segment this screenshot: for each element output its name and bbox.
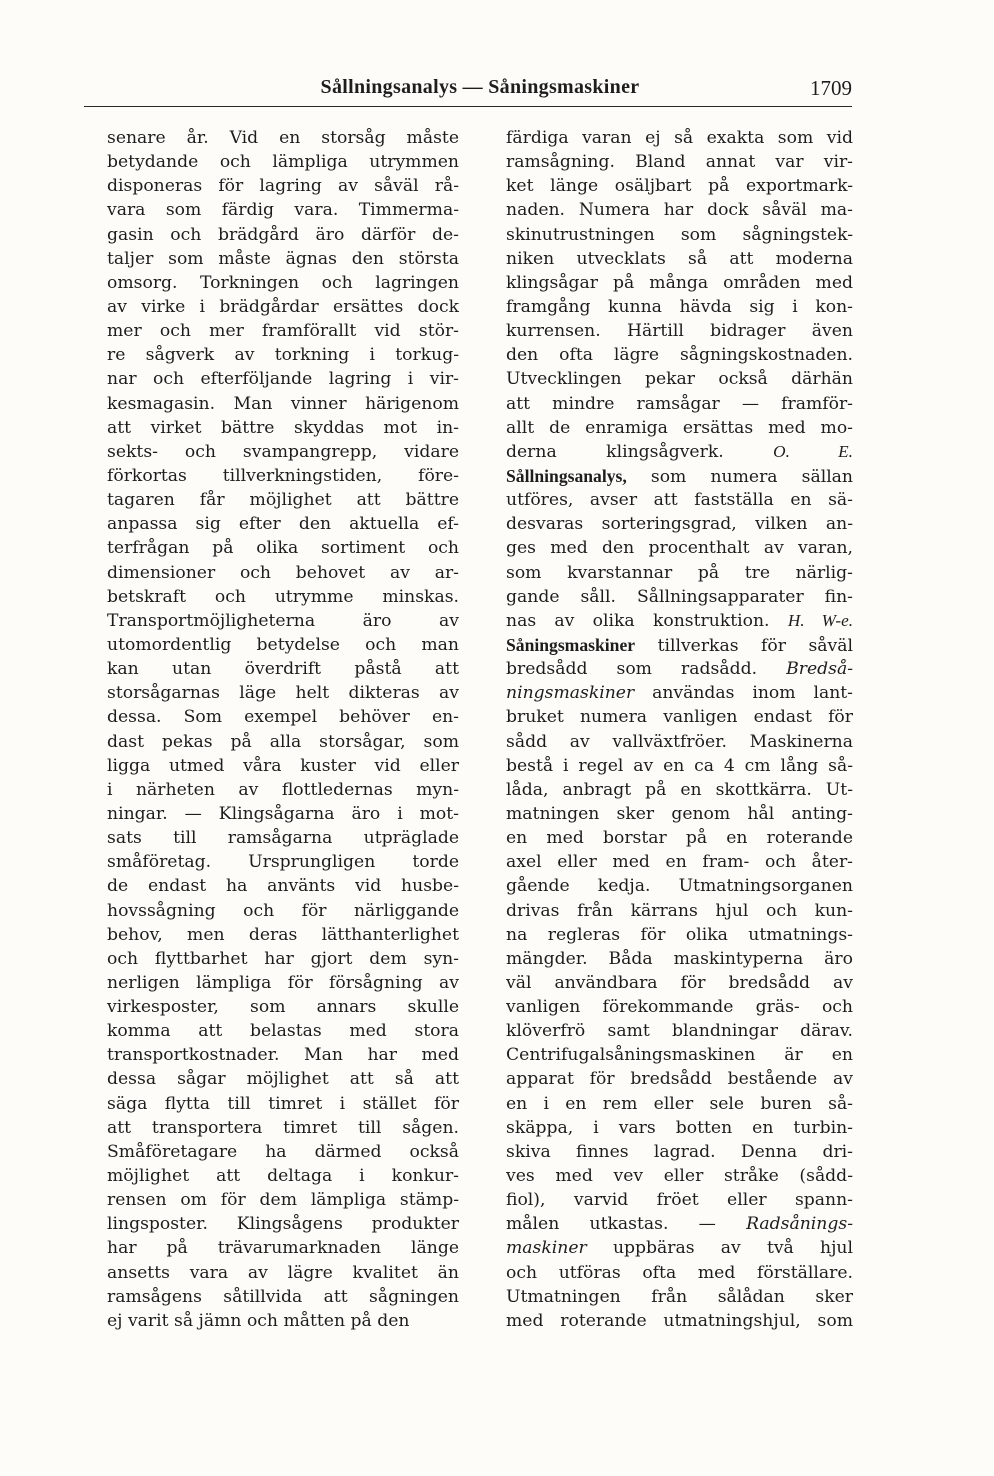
text-line-body: målen utkastas. — <box>506 1214 716 1235</box>
text-line: i närheten av flottledernas myn- <box>107 779 459 800</box>
text-line: bruket numera vanligen endast för <box>506 707 853 728</box>
text-line: skäppa, i vars botten en turbin- <box>506 1117 853 1138</box>
entry-headword: Såningsmaskiner <box>506 634 636 655</box>
author-signature: O. E. <box>773 441 853 461</box>
italic-term: Radsånings- <box>746 1214 853 1235</box>
italic-term: maskiner <box>506 1238 587 1259</box>
text-line: ansetts vara av lägre kvalitet än <box>107 1262 459 1283</box>
text-line: Transportmöjligheterna äro av <box>107 610 459 631</box>
text-line: kesmagasin. Man vinner härigenom <box>107 393 459 414</box>
text-line: omsorg. Torkningen och lagringen <box>107 272 459 293</box>
text-line: ves med vev eller stråke (sådd- <box>506 1166 853 1187</box>
text-line: niken utvecklats så att moderna <box>506 248 853 269</box>
text-line: låda, anbragt på en skottkärra. Ut- <box>506 779 853 800</box>
text-line: som kvarstannar på tre närlig- <box>506 562 853 583</box>
text-line: den ofta lägre sågningskostnaden. <box>506 345 853 366</box>
text-line <box>506 681 853 705</box>
text-line: rensen om för dem lämpliga stämp- <box>107 1190 459 1211</box>
text-line: och utföras ofta med förställare. <box>506 1262 853 1283</box>
text-line: hovssågning och för närliggande <box>107 900 459 921</box>
text-line: nerligen lämpliga för försågning av <box>107 972 459 993</box>
text-line: behov, men deras lätthanterlighet <box>107 924 459 945</box>
text-line: att transportera timret till sågen. <box>107 1117 459 1138</box>
text-line: sats till ramsågarna utpräglade <box>107 828 459 849</box>
text-line: drivas från kärrans hjul och kun- <box>506 900 853 921</box>
text-line: och flyttbarhet har gjort dem syn- <box>107 948 459 969</box>
text-line: en med borstar på en roterande <box>506 828 853 849</box>
text-line-body: användas inom lant- <box>652 683 853 704</box>
text-line: allt de enramiga ersättas med mo- <box>506 417 853 438</box>
entry-heading-line <box>506 464 853 488</box>
text-line: gande såll. Sållningsapparater fin- <box>506 586 853 607</box>
text-line-body: uppbäras av två hjul <box>612 1238 853 1259</box>
text-line: klingsågar på många områden med <box>506 272 853 293</box>
text-line: ej varit så jämn och måtten på den <box>107 1310 410 1331</box>
header-rule <box>84 106 852 107</box>
text-line: terfrågan på olika sortiment och <box>107 538 459 559</box>
text-line: småföretag. Ursprungligen torde <box>107 852 459 873</box>
text-line: naden. Numera har dock såväl ma- <box>506 200 853 221</box>
text-line: av virke i brädgårdar ersättes dock <box>107 296 459 317</box>
text-line: framgång kunna hävda sig i kon- <box>506 296 853 317</box>
text-line: mängder. Båda maskintyperna äro <box>506 948 853 969</box>
text-line: apparat för bredsådd bestående av <box>506 1069 853 1090</box>
text-line <box>506 609 853 633</box>
text-line: dimensioner och behovet av ar- <box>107 562 459 583</box>
right-column <box>506 126 853 1333</box>
text-line <box>506 1236 853 1260</box>
text-line: Utmatningen från sålådan sker <box>506 1286 853 1307</box>
text-line: vanligen förekommande gräs- och <box>506 997 853 1018</box>
text-line: ket länge osäljbart på exportmark- <box>506 176 853 197</box>
text-line: kurrensen. Härtill bidrager även <box>506 321 853 342</box>
text-line: kan utan överdrift påstå att <box>107 659 459 680</box>
text-line: skiva finnes lagrad. Denna dri- <box>506 1141 853 1162</box>
author-signature: H. W-e. <box>787 610 853 630</box>
text-line: nar och efterföljande lagring i vir- <box>107 369 459 390</box>
text-line: dessa. Som exempel behöver en- <box>107 707 459 728</box>
right-column-continuation <box>506 126 853 440</box>
text-line: ramsågens såtillvida att sågningen <box>107 1286 459 1307</box>
text-line: mer och mer framförallt vid stör- <box>107 321 459 342</box>
text-line: axel eller med en fram- och åter- <box>506 852 853 873</box>
text-line-body: tillverkas för såväl <box>657 635 853 656</box>
text-line: betskraft och utrymme minskas. <box>107 586 459 607</box>
text-line: tagaren får möjlighet att bättre <box>107 490 459 511</box>
text-line-body: derna klingsågverk. <box>506 441 724 462</box>
text-line: lingsposter. Klingsågens produkter <box>107 1214 459 1235</box>
entry-body <box>506 705 853 1212</box>
text-line: ges med den procenthalt av varan, <box>506 538 853 559</box>
entry-body <box>506 1261 853 1333</box>
text-line-body: som numera sällan <box>650 466 853 487</box>
text-line: skinutrustningen som sågningstek- <box>506 224 853 245</box>
text-line: ramsågning. Bland annat var vir- <box>506 152 853 173</box>
text-line: en i en rem eller sele buren så- <box>506 1093 853 1114</box>
text-line: väl användbara för bredsådd av <box>506 972 853 993</box>
page-number: 1709 <box>810 76 852 100</box>
text-line-body: bredsådd som radsådd. <box>506 659 758 680</box>
text-line: komma att belastas med stora <box>107 1021 459 1042</box>
text-line: vara som färdig vara. Timmerma- <box>107 200 459 221</box>
text-line: säga flytta till timret i stället för <box>107 1093 459 1114</box>
text-line: fiol), varvid fröet eller spann- <box>506 1190 853 1211</box>
running-header <box>108 72 852 106</box>
header-title: Sållningsanalys — Såningsmaskiner <box>320 76 640 98</box>
text-line: sekts- och svampangrepp, vidare <box>107 441 459 462</box>
text-line: betydande och lämpliga utrymmen <box>107 152 459 173</box>
text-line: färdiga varan ej så exakta som vid <box>506 128 853 148</box>
text-line: senare år. Vid en storsåg måste <box>107 128 459 148</box>
text-line: anpassa sig efter den aktuella ef- <box>107 514 459 535</box>
text-line: disponeras för lagring av såväl rå- <box>107 176 459 197</box>
text-line: bestå i regel av en ca 4 cm lång så- <box>506 755 853 776</box>
entry-body <box>506 488 853 609</box>
text-line: re sågverk av torkning i torkug- <box>107 345 459 366</box>
text-line: na regleras för olika utmatnings- <box>506 924 853 945</box>
text-line: klöverfrö samt blandningar därav. <box>506 1021 853 1042</box>
text-line: utomordentlig betydelse och man <box>107 634 459 655</box>
italic-term: Bredså- <box>786 659 853 680</box>
text-line <box>506 440 853 464</box>
text-line: ningar. — Klingsågarna äro i mot- <box>107 803 459 824</box>
text-line: möjlighet att deltaga i konkur- <box>107 1166 459 1187</box>
text-line <box>506 1212 853 1236</box>
text-line: dast pekas på alla storsågar, som <box>107 731 459 752</box>
text-line: gående kedja. Utmatningsorganen <box>506 876 853 897</box>
text-line: sådd av vallväxtfröer. Maskinerna <box>506 731 853 752</box>
text-line: matningen sker genom hål anting- <box>506 803 853 824</box>
text-line: desvaras sorteringsgrad, vilken an- <box>506 514 853 535</box>
text-line: de endast ha använts vid husbe- <box>107 876 459 897</box>
text-line: Utvecklingen pekar också därhän <box>506 369 853 390</box>
text-line: gasin och brädgård äro därför de- <box>107 224 459 245</box>
entry-headword: Sållningsanalys, <box>506 465 627 486</box>
text-line: storsågarnas läge helt dikteras av <box>107 683 459 704</box>
text-line: virkesposter, som annars skulle <box>107 997 459 1018</box>
text-line: att virket bättre skyddas mot in- <box>107 417 459 438</box>
text-line: utföres, avser att fastställa en sä- <box>506 490 853 511</box>
text-line: att mindre ramsågar — framför- <box>506 393 853 414</box>
text-line: dessa sågar möjlighet att så att <box>107 1069 459 1090</box>
text-line: förkortas tillverkningstiden, före- <box>107 465 459 486</box>
text-line: ligga utmed våra kuster vid eller <box>107 755 459 776</box>
text-line: med roterande utmatningshjul, som <box>506 1310 853 1331</box>
italic-term: ningsmaskiner <box>506 683 635 704</box>
text-line: transportkostnader. Man har med <box>107 1045 459 1066</box>
entry-heading-line <box>506 633 853 657</box>
left-column <box>107 126 459 1333</box>
text-line <box>506 657 853 681</box>
text-line: har på trävarumarknaden länge <box>107 1238 459 1259</box>
text-line: Småföretagare ha därmed också <box>107 1141 459 1162</box>
text-line: Centrifugalsåningsmaskinen är en <box>506 1045 853 1066</box>
text-line: taljer som måste ägnas den största <box>107 248 459 269</box>
text-line-body: nas av olika konstruktion. <box>506 610 770 631</box>
